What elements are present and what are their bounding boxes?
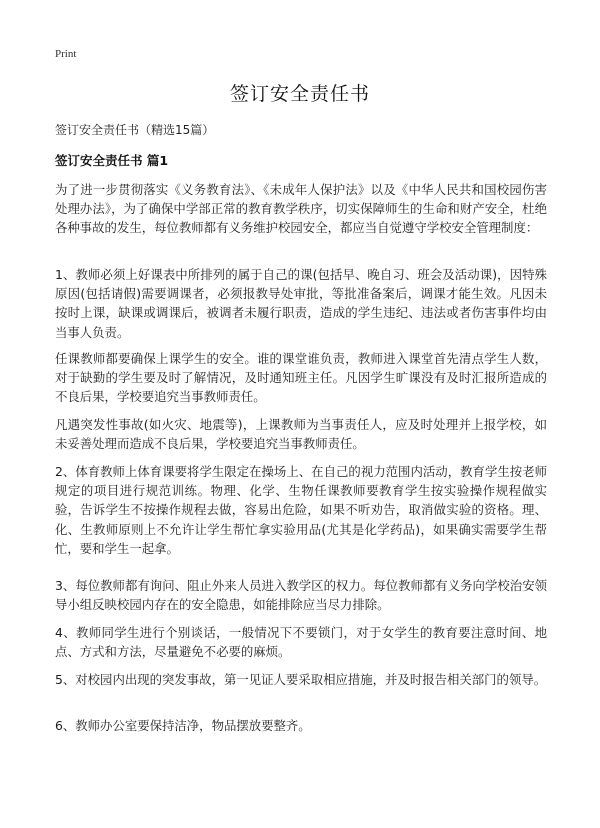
paragraph-item-4: 4、教师同学生进行个别谈话，一般情况下不要锁门，对于女学生的教育要注意时间、地点、方式和方法，尽量避免不必要的麻烦。: [55, 625, 547, 660]
paragraph-intro: 为了进一步贯彻落实《义务教育法》、《未成年人保护法》以及《中华人民共和国校园伤害处理办法》，为了确保中学部正常的教育教学秩序，切实保障师生的生命和财产安全，杜绝各种事故的发生，每位教师都有义务维护校园安全，都应当自觉遵守学校安全管理制度：: [55, 182, 547, 236]
paragraph-item-1: 1、教师必须上好课表中所排列的属于自己的课(包括早、晚自习、班会及活动课)，因特殊原因(包括请假)需要调课者，必须报教导处审批，等批准备案后，调课才能生效。凡因未按时上课，缺课或调课后，被调者未履行职责，造成的学生违纪、违法或者伤害事件均由当事人负责。: [55, 267, 547, 340]
paragraph-item-1-teacher-safety: 任课教师都要确保上课学生的安全。谁的课堂谁负责，教师进入课堂首先清点学生人数，对于缺勤的学生要及时了解情况，及时通知班主任。凡因学生旷课没有及时汇报所造成的不良后果，学校要追究当事教师责任。: [55, 351, 547, 405]
paragraph-item-3: 3、每位教师都有询问、阻止外来人员进入教学区的权力。每位教师都有义务向学校治安领导小组反映校园内存在的安全隐患，如能排除应当尽力排除。: [55, 578, 547, 613]
document-subtitle: 签订安全责任书（精选15篇）: [55, 123, 215, 137]
paragraph-item-6: 6、教师办公室要保持洁净，物品摆放要整齐。: [55, 718, 311, 733]
section-heading: 签订安全责任书 篇1: [55, 153, 169, 168]
print-link[interactable]: Print: [55, 48, 77, 60]
paragraph-item-5: 5、对校园内出现的突发事故，第一见证人要采取相应措施，并及时报告相关部门的领导。: [55, 672, 547, 687]
document-title: 签订安全责任书: [229, 83, 370, 105]
paragraph-item-2: 2、体育教师上体育课要将学生限定在操场上、在自己的视力范围内活动，教育学生按老师规定的项目进行规范训练。物理、化学、生物任课教师要教育学生按实验操作规程做实验，告诉学生不按操作规程去做，容易出危险，如果不听劝告，取消做实验的资格。理、化、生教师原则上不允许让学生帮忙拿实验用品(尤其是化学药品)，如果确实需要学生帮忙，要和学生一起拿。: [55, 464, 547, 556]
paragraph-item-1-emergency: 凡遇突发性事故(如火灾、地震等)，上课教师为当事责任人，应及时处理并上报学校，如未妥善处理而造成不良后果，学校要追究当事教师责任。: [55, 417, 547, 452]
